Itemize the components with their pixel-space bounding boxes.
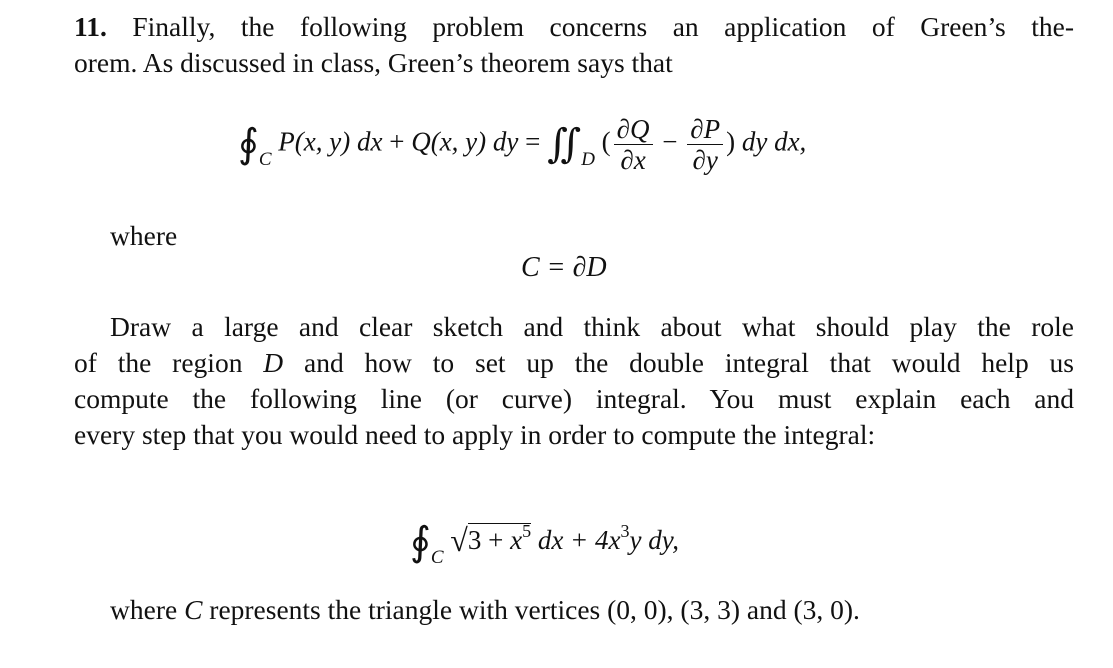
dy-denominator: ∂y <box>692 145 718 175</box>
minus-sign: − <box>662 126 678 157</box>
sqrt-symbol: √ <box>450 522 468 558</box>
fraction-dp-dy <box>687 114 723 175</box>
radicand-exponent: 5 <box>522 521 532 541</box>
dx-denominator: ∂x <box>620 145 646 175</box>
greens-theorem-equation <box>238 114 806 175</box>
paragraph-line-2 <box>74 345 1074 381</box>
target-integral-equation <box>410 518 679 568</box>
equals-sign: = <box>518 126 548 157</box>
close-paren: ) <box>726 126 736 157</box>
conclusion-b: represents the triangle with vertices (0, 0), (3, 3) and (3, 0). <box>202 594 860 625</box>
contour-subscript: C <box>258 148 272 170</box>
plus-sign: + <box>382 126 412 157</box>
boundary-equation: C = ∂D <box>521 252 607 283</box>
dq-numerator: ∂Q <box>614 114 653 145</box>
double-integral-symbol: ∬ <box>547 120 582 166</box>
lhs-p-term: P(x, y) dx <box>278 126 383 157</box>
paragraph-line-4: every step that you would need to apply in order to compute the integral: <box>74 419 876 450</box>
region-subscript: D <box>581 148 595 170</box>
dp-numerator: ∂P <box>687 114 723 145</box>
target-contour-integral-symbol: ∮ <box>410 519 431 564</box>
fraction-dq-dx <box>614 114 653 175</box>
radicand-const: 3 + <box>467 525 511 555</box>
x-term: x <box>608 525 621 555</box>
radicand <box>468 523 531 555</box>
intro-text-1: Finally, the following problem concerns an application of Green’s the- <box>106 11 1074 42</box>
where-label: where <box>110 220 178 251</box>
conclusion-a: where <box>110 594 185 625</box>
differentials: dy dx, <box>735 126 807 157</box>
conclusion-line <box>110 592 1074 628</box>
paragraph-line-2-b: and how to set up the double integral that would help us <box>283 347 1074 378</box>
paragraph-line-1: Draw a large and clear sketch and think about what should play the role <box>110 311 1074 342</box>
target-contour-subscript: C <box>430 547 444 568</box>
intro-line-2: orem. As discussed in class, Green’s theorem says that <box>74 47 673 78</box>
lhs-q-term: Q(x, y) dy <box>411 126 519 157</box>
paragraph-line-3: compute the following line (or curve) integral. You must explain each and <box>74 383 1074 414</box>
intro-line-1 <box>74 9 1074 45</box>
x-exponent: 3 <box>620 521 630 541</box>
open-paren: ( <box>601 126 611 157</box>
region-symbol: D <box>263 347 284 378</box>
problem-number: 11. <box>74 11 107 42</box>
contour-integral-symbol: ∮ <box>238 120 259 166</box>
radicand-x: x <box>510 525 523 555</box>
dx-term: dx + 4 <box>531 525 609 555</box>
curve-symbol: C <box>184 594 203 625</box>
paragraph-line-2-a: of the region <box>74 347 264 378</box>
dy-term: y dy, <box>629 525 679 555</box>
